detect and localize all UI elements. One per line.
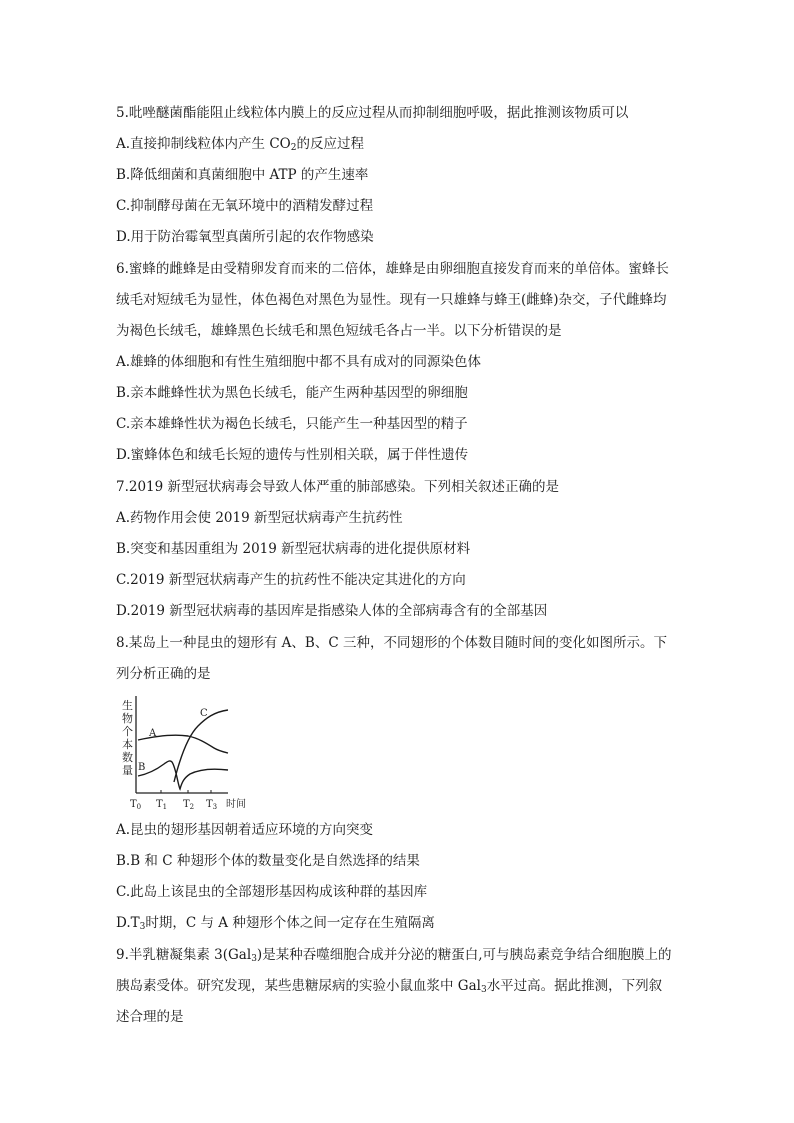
curve-label-a: A [149,728,157,739]
y-label-char: 本 [122,738,133,751]
curve-b [138,761,228,789]
q7-option-a: A.药物作用会使 2019 新型冠状病毒产生抗药性 [116,510,403,526]
x-axis-label: 时间 [226,799,246,810]
q8-option-c: C.此岛上该昆虫的全部翅形基因构成该种群的基因库 [116,884,428,900]
q6-stem-line1: 6.蜜蜂的雌蜂是由受精卵发育而来的二倍体，雄蜂是由卵细胞直接发育而来的单倍体。蜜蜂长 [116,261,669,277]
q5-option-d: D.用于防治霉氧型真菌所引起的农作物感染 [116,229,374,245]
q9-stem-line1: 9.半乳糖凝集素 3(Gal$_3$)是某种吞噬细胞合成并分泌的糖蛋白,可与胰岛素竞争结合细胞膜上的 [116,947,672,964]
x-tick-label: $T_3$ [206,799,218,811]
q8-stem-line1: 8.某岛上一种昆虫的翅形有 A、B、C 三种，不同翅形的个体数目随时间的变化如图所示。下 [116,635,667,651]
y-label-char: 数 [122,751,133,764]
q8-option-a: A.昆虫的翅形基因朝着适应环境的方向突变 [116,822,374,838]
q7-option-d: D.2019 新型冠状病毒的基因库是指感染人体的全部病毒含有的全部基因 [116,603,548,619]
q8-option-b: B.B 和 C 种翅形个体的数量变化是自然选择的结果 [116,853,420,869]
population-curve-svg [116,690,268,812]
q6-option-a: A.雄蜂的体细胞和有性生殖细胞中都不具有成对的同源染色体 [116,354,482,370]
q7-option-b: B.突变和基因重组为 2019 新型冠状病毒的进化提供原材料 [116,541,471,557]
q5-option-a: A.直接抑制线粒体内产生 $CO_2$的反应过程 [116,136,364,153]
y-label-char: 个 [122,725,133,738]
q6-option-c: C.亲本雄蜂性状为褐色长绒毛，只能产生一种基因型的精子 [116,416,468,432]
q6-stem-line2: 绒毛对短绒毛为显性，体色褐色对黑色为显性。现有一只雄蜂与蜂王(雌蜂)杂交，子代雌蜂均 [116,292,667,308]
q9-stem-line3: 述合理的是 [116,1009,184,1025]
q6-option-d: D.蜜蜂体色和绒毛长短的遗传与性别相关联，属于伴性遗传 [116,447,469,463]
q6-stem-line3: 为褐色长绒毛，雄蜂黑色长绒毛和黑色短绒毛各占一半。以下分析错误的是 [116,323,562,339]
population-curve-figure [116,690,268,812]
q8-option-d: $D.T_3$时期，C 与 A 种翅形个体之间一定存在生殖隔离 [116,915,435,932]
q7-stem: 7.2019 新型冠状病毒会导致人体严重的肺部感染。下列相关叙述正确的是 [116,479,560,495]
y-label-char: 量 [122,764,133,777]
x-tick-label: $T_1$ [156,799,168,811]
y-label-char: 生 [122,699,133,712]
q5-option-c: C.抑制酵母菌在无氧环境中的酒精发酵过程 [116,198,374,214]
curve-label-c: C [200,708,208,719]
q5-option-b: B.降低细菌和真菌细胞中 ATP 的产生速率 [116,167,369,183]
q8-stem-line2: 列分析正确的是 [116,666,211,682]
q5-stem: 5.吡唑醚菌酯能阻止线粒体内膜上的反应过程从而抑制细胞呼吸，据此推测该物质可以 [116,105,629,121]
x-tick-label: $T_2$ [183,799,195,811]
curve-c [174,710,228,782]
q9-stem-line2: 胰岛素受体。研究发现，某些患糖尿病的实验小鼠血浆中 Gal$_3$水平过高。据此推测，下列叙 [116,978,663,995]
q7-option-c: C.2019 新型冠状病毒产生的抗药性不能决定其进化的方向 [116,572,466,588]
q6-option-b: B.亲本雌蜂性状为黑色长绒毛，能产生两种基因型的卵细胞 [116,385,468,401]
curve-label-b: B [138,762,146,773]
x-tick-label: $T_0$ [130,799,142,811]
y-label-char: 物 [122,712,133,725]
